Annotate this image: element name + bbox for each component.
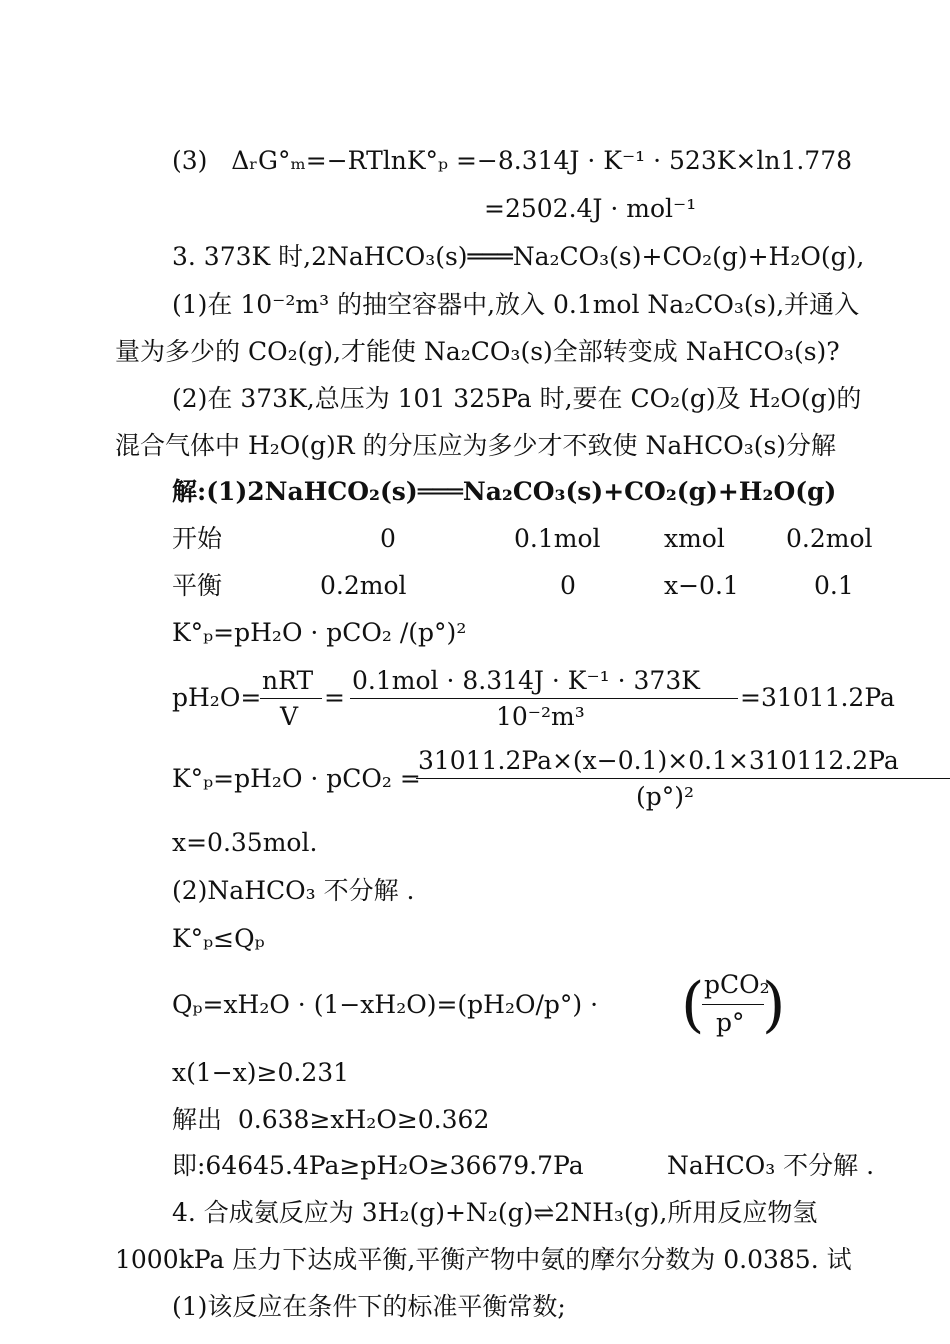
- qp-fraction-denominator: p°: [716, 1008, 745, 1037]
- fraction-nrt-denominator: V: [280, 702, 299, 731]
- x-result: x=0.35mol.: [172, 828, 318, 857]
- problem-4-line2: 1000kPa 压力下达成平衡,平衡产物中氨的摩尔分数为 0.0385. 试: [115, 1245, 852, 1274]
- row-start-co2: xmol: [664, 524, 725, 553]
- row-equilibrium-na2co3: 0: [560, 571, 576, 600]
- ph2o-result: =31011.2Pa: [740, 683, 895, 712]
- fraction-ph2o-bar: [350, 698, 738, 699]
- problem-3-part1-line2: 量为多少的 CO₂(g),才能使 Na₂CO₃(s)全部转变成 NaHCO₃(s)?: [115, 337, 840, 366]
- qp-fraction-bar: [702, 1004, 764, 1005]
- row-start-h2o: 0.2mol: [786, 524, 873, 553]
- row-start-nahco3: 0: [380, 524, 396, 553]
- qp-fraction-numerator: pCO₂: [704, 970, 770, 999]
- equation-gibbs-result: =2502.4J · mol⁻¹: [484, 194, 697, 223]
- row-start-na2co3: 0.1mol: [514, 524, 601, 553]
- fraction-nrt-numerator: nRT: [262, 666, 314, 695]
- part2-heading: (2)NaHCO₃ 不分解 .: [172, 876, 415, 905]
- equation-gibbs-energy: (3) ΔᵣG°ₘ=−RTlnK°ₚ =−8.314J · K⁻¹ · 523K×ln1.778: [172, 146, 853, 175]
- problem-3-statement: 3. 373K 时,2NaHCO₃(s)═══Na₂CO₃(s)+CO₂(g)+H₂O(g),: [172, 242, 865, 271]
- kp-definition: K°ₚ=pH₂O · pCO₂ /(p°)²: [172, 618, 467, 647]
- kp-fraction-numerator: 31011.2Pa×(x−0.1)×0.1×310112.2Pa: [418, 746, 899, 775]
- kp-expression-lhs: K°ₚ=pH₂O · pCO₂ =: [172, 764, 421, 793]
- solution-reaction: 解:(1)2NaHCO₂(s)═══Na₂CO₃(s)+CO₂(g)+H₂O(g): [172, 477, 837, 506]
- no-decomposition-note: NaHCO₃ 不分解 .: [667, 1151, 875, 1180]
- ph2o-equals: =: [324, 683, 345, 712]
- fraction-nrt-bar: [260, 698, 322, 699]
- problem-4-part1: (1)该反应在条件下的标准平衡常数;: [172, 1292, 566, 1321]
- pressure-range: 即:64645.4Pa≥pH₂O≥36679.7Pa: [172, 1151, 584, 1180]
- right-paren: ): [762, 970, 786, 1040]
- kp-fraction-denominator: (p°)²: [636, 782, 695, 811]
- problem-3-part2-line2: 混合气体中 H₂O(g)R 的分压应为多少才不致使 NaHCO₃(s)分解: [115, 431, 837, 460]
- fraction-ph2o-denominator: 10⁻²m³: [496, 702, 585, 731]
- fraction-ph2o-numerator: 0.1mol · 8.314J · K⁻¹ · 373K: [352, 666, 700, 695]
- solve-range: 解出 0.638≥xH₂O≥0.362: [172, 1105, 490, 1134]
- qp-expression: Qₚ=xH₂O · (1−xH₂O)=(pH₂O/p°) ·: [172, 990, 599, 1019]
- row-equilibrium-h2o: 0.1: [814, 571, 854, 600]
- row-start-label: 开始: [172, 524, 223, 553]
- row-equilibrium-co2: x−0.1: [664, 571, 739, 600]
- problem-3-part1-line1: (1)在 10⁻²m³ 的抽空容器中,放入 0.1mol Na₂CO₃(s),并通入: [172, 290, 860, 319]
- x-inequality: x(1−x)≥0.231: [172, 1058, 350, 1087]
- kp-fraction-bar: [416, 778, 950, 779]
- row-equilibrium-nahco3: 0.2mol: [320, 571, 407, 600]
- left-paren: (: [681, 970, 705, 1040]
- kp-inequality: K°ₚ≤Qₚ: [172, 924, 265, 953]
- row-equilibrium-label: 平衡: [172, 571, 223, 600]
- ph2o-lhs: pH₂O=: [172, 683, 262, 712]
- problem-4-statement: 4. 合成氨反应为 3H₂(g)+N₂(g)⇌2NH₃(g),所用反应物氢: [172, 1198, 818, 1227]
- problem-3-part2-line1: (2)在 373K,总压为 101 325Pa 时,要在 CO₂(g)及 H₂O(g)的: [172, 384, 862, 413]
